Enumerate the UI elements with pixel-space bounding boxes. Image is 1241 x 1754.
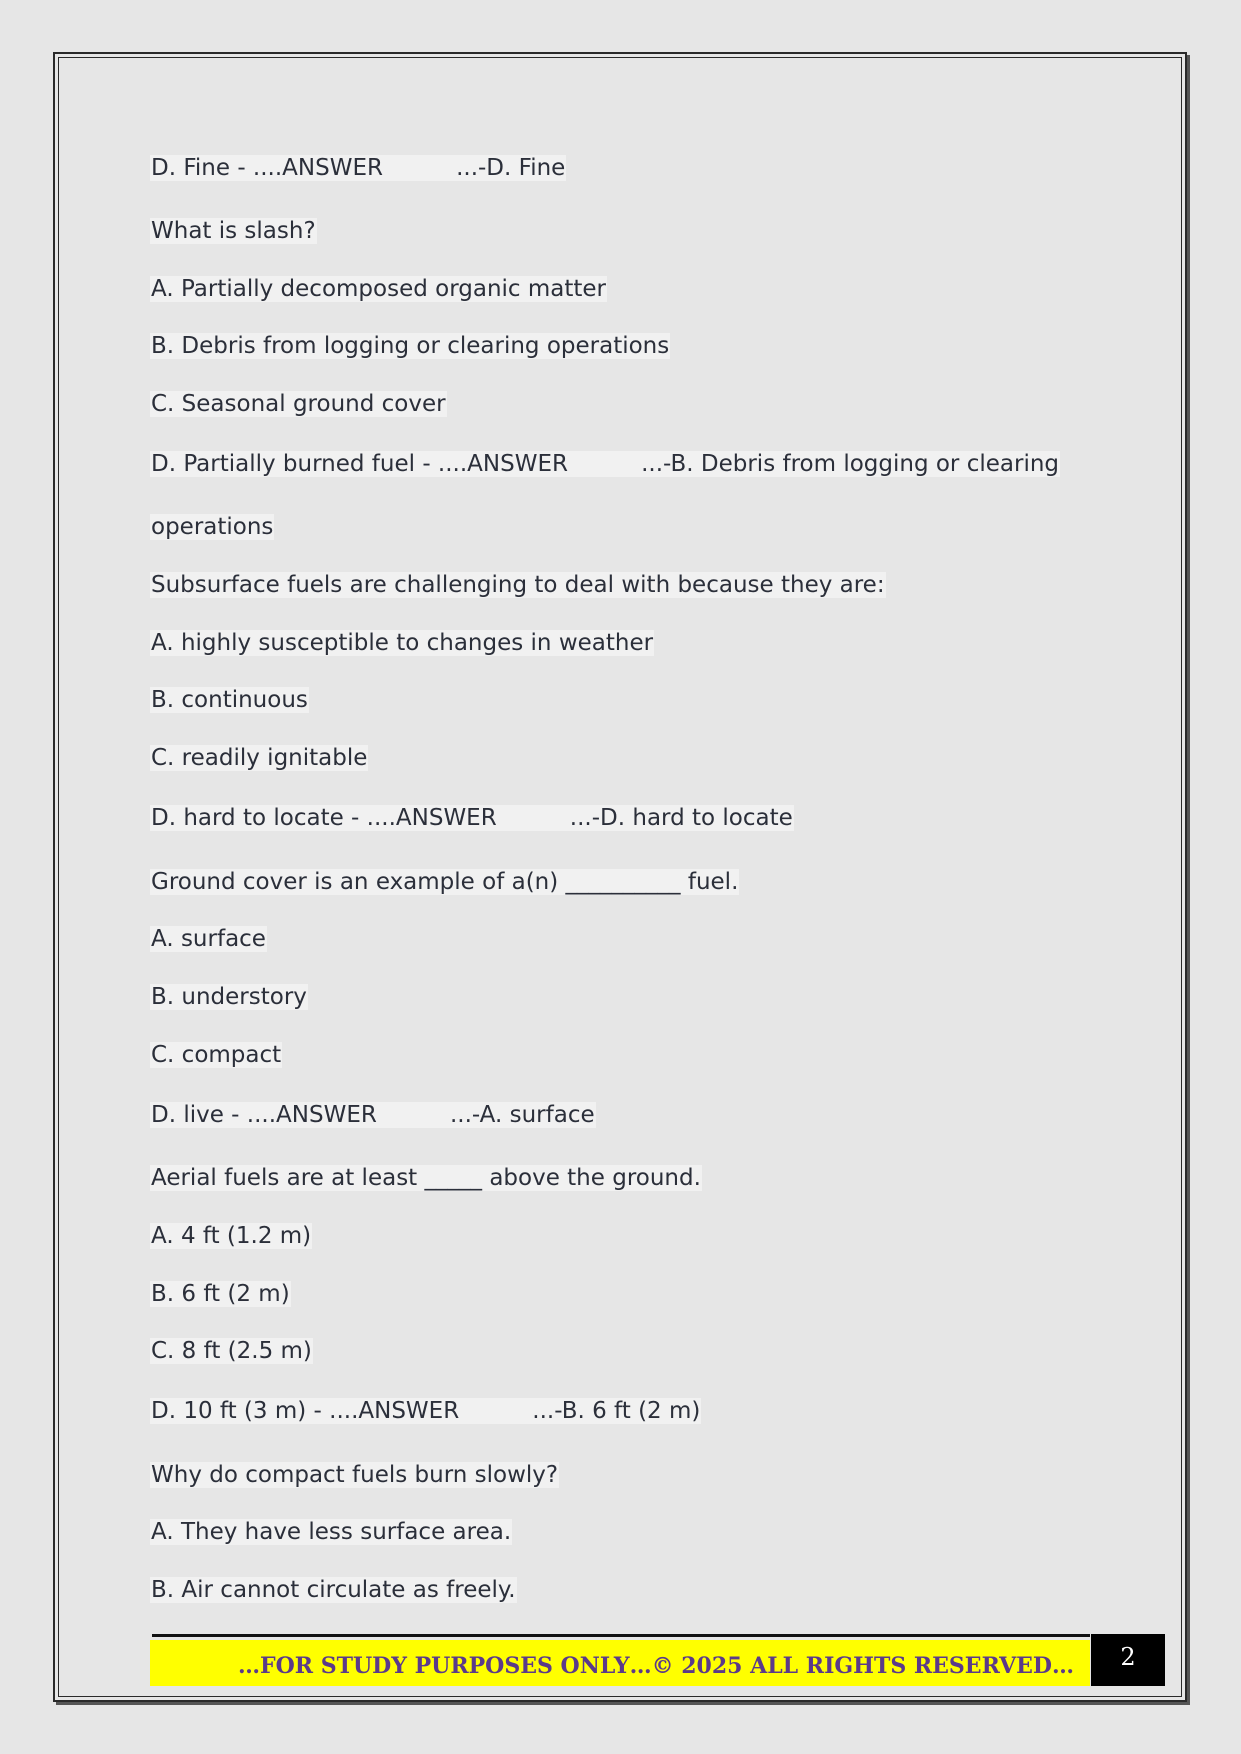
option-text: A. surface xyxy=(151,926,266,952)
question-text: Aerial fuels are at least _____ above the ground. xyxy=(151,1165,701,1191)
option-text: C. Seasonal ground cover xyxy=(151,391,446,417)
option-text: B. Air cannot circulate as freely. xyxy=(151,1577,516,1603)
question-text: Ground cover is an example of a(n) __________ fuel. xyxy=(151,869,739,895)
option-text: A. They have less surface area. xyxy=(151,1519,512,1545)
answer-text: D. Partially burned fuel - ....ANSWER ...-B. Debris from logging or clearing xyxy=(151,451,1060,477)
answer-text: D. hard to locate - ....ANSWER ...-D. hard to locate xyxy=(151,805,793,831)
option-text: C. readily ignitable xyxy=(151,745,368,771)
option-text: C. 8 ft (2.5 m) xyxy=(151,1338,312,1364)
question-text: Subsurface fuels are challenging to deal with because they are: xyxy=(151,572,885,598)
answer-text-continued: operations xyxy=(151,514,274,540)
answer-text: D. live - ....ANSWER ...-A. surface xyxy=(151,1102,595,1128)
option-text: C. compact xyxy=(151,1042,282,1068)
option-text: B. understory xyxy=(151,984,307,1010)
option-text: B. continuous xyxy=(151,687,308,713)
option-text: A. 4 ft (1.2 m) xyxy=(151,1223,312,1249)
text-line: D. Fine - ....ANSWER ...-D. Fine xyxy=(151,155,566,181)
option-text: B. Debris from logging or clearing operations xyxy=(151,333,670,359)
option-text: B. 6 ft (2 m) xyxy=(151,1281,290,1307)
option-text: A. highly susceptible to changes in weather xyxy=(151,630,654,656)
footer-rule xyxy=(152,1634,1090,1637)
footer-notice: …FOR STUDY PURPOSES ONLY…© 2025 ALL RIGHTS RESERVED… xyxy=(150,1640,1090,1686)
page-number: 2 xyxy=(1091,1634,1165,1686)
question-text: What is slash? xyxy=(151,218,316,244)
answer-text: D. 10 ft (3 m) - ....ANSWER ...-B. 6 ft (2 m) xyxy=(151,1398,701,1424)
option-text: A. Partially decomposed organic matter xyxy=(151,276,607,302)
question-text: Why do compact fuels burn slowly? xyxy=(151,1462,559,1488)
